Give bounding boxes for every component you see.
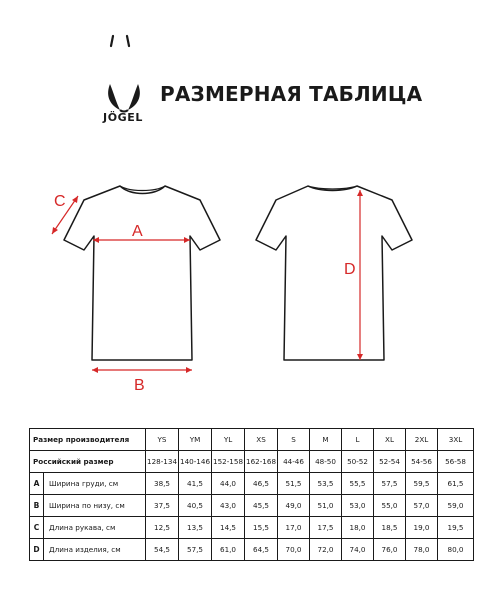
value-cell: 19,5: [438, 517, 474, 539]
size-cell: XS: [245, 429, 278, 451]
label-b: B: [134, 377, 145, 394]
size-cell: XL: [374, 429, 406, 451]
value-cell: 57,5: [179, 539, 212, 561]
russian-size-cell: 50-52: [342, 451, 374, 473]
value-cell: 61,0: [212, 539, 245, 561]
value-cell: 51,5: [278, 473, 310, 495]
page-title: РАЗМЕРНАЯ ТАБЛИЦА: [160, 82, 423, 106]
value-cell: 44,0: [212, 473, 245, 495]
table-row-manufacturer-size: [30, 429, 474, 451]
value-cell: 49,0: [278, 495, 310, 517]
value-cell: 76,0: [374, 539, 406, 561]
value-cell: 57,0: [406, 495, 438, 517]
russian-size-cell: 162-168: [245, 451, 278, 473]
value-cell: 38,5: [146, 473, 179, 495]
value-cell: 61,5: [438, 473, 474, 495]
front-shirt: [64, 186, 220, 360]
value-cell: 15,5: [245, 517, 278, 539]
header-manufacturer-size: Размер производителя: [30, 429, 146, 451]
row-label: Длина изделия, см: [44, 539, 146, 561]
size-cell: S: [278, 429, 310, 451]
value-cell: 12,5: [146, 517, 179, 539]
value-cell: 59,5: [406, 473, 438, 495]
value-cell: 13,5: [179, 517, 212, 539]
russian-size-cell: 52-54: [374, 451, 406, 473]
russian-size-cell: 54-56: [406, 451, 438, 473]
value-cell: 53,0: [342, 495, 374, 517]
header-russian-size: Российский размер: [30, 451, 146, 473]
value-cell: 53,5: [310, 473, 342, 495]
size-cell: 2XL: [406, 429, 438, 451]
row-label: Длина рукава, см: [44, 517, 146, 539]
value-cell: 80,0: [438, 539, 474, 561]
value-cell: 45,5: [245, 495, 278, 517]
russian-size-cell: 128-134: [146, 451, 179, 473]
value-cell: 18,0: [342, 517, 374, 539]
value-cell: 51,0: [310, 495, 342, 517]
russian-size-cell: 152-158: [212, 451, 245, 473]
value-cell: 59,0: [438, 495, 474, 517]
value-cell: 17,0: [278, 517, 310, 539]
russian-size-cell: 44-46: [278, 451, 310, 473]
size-cell: YS: [146, 429, 179, 451]
table-row: [30, 473, 474, 495]
size-cell: M: [310, 429, 342, 451]
value-cell: 72,0: [310, 539, 342, 561]
value-cell: 78,0: [406, 539, 438, 561]
row-letter: B: [30, 495, 44, 517]
row-letter: D: [30, 539, 44, 561]
value-cell: 74,0: [342, 539, 374, 561]
size-table: [29, 428, 473, 561]
value-cell: 40,5: [179, 495, 212, 517]
row-label: Ширина груди, см: [44, 473, 146, 495]
size-cell: L: [342, 429, 374, 451]
value-cell: 46,5: [245, 473, 278, 495]
table-row: [30, 495, 474, 517]
value-cell: 19,0: [406, 517, 438, 539]
value-cell: 41,5: [179, 473, 212, 495]
russian-size-cell: 48-50: [310, 451, 342, 473]
russian-size-cell: 140-146: [179, 451, 212, 473]
size-cell: YM: [179, 429, 212, 451]
value-cell: 64,5: [245, 539, 278, 561]
back-shirt: [256, 186, 412, 360]
row-letter: C: [30, 517, 44, 539]
value-cell: 70,0: [278, 539, 310, 561]
label-a: A: [132, 223, 143, 240]
brand-wordmark: JÖGEL: [103, 111, 143, 124]
table-row: [30, 539, 474, 561]
value-cell: 55,0: [374, 495, 406, 517]
value-cell: 57,5: [374, 473, 406, 495]
value-cell: 17,5: [310, 517, 342, 539]
value-cell: 37,5: [146, 495, 179, 517]
value-cell: 43,0: [212, 495, 245, 517]
value-cell: 18,5: [374, 517, 406, 539]
row-letter: A: [30, 473, 44, 495]
size-cell: YL: [212, 429, 245, 451]
value-cell: 14,5: [212, 517, 245, 539]
value-cell: 54,5: [146, 539, 179, 561]
size-cell: 3XL: [438, 429, 474, 451]
table-row: [30, 517, 474, 539]
label-d: D: [344, 261, 356, 278]
tshirt-diagram: [0, 170, 499, 410]
table-row-russian-size: [30, 451, 474, 473]
row-label: Ширина по низу, см: [44, 495, 146, 517]
label-c: C: [54, 193, 66, 210]
measure-b-arrow: [92, 367, 192, 373]
russian-size-cell: 56-58: [438, 451, 474, 473]
value-cell: 55,5: [342, 473, 374, 495]
top-marks-decoration: [106, 34, 134, 48]
